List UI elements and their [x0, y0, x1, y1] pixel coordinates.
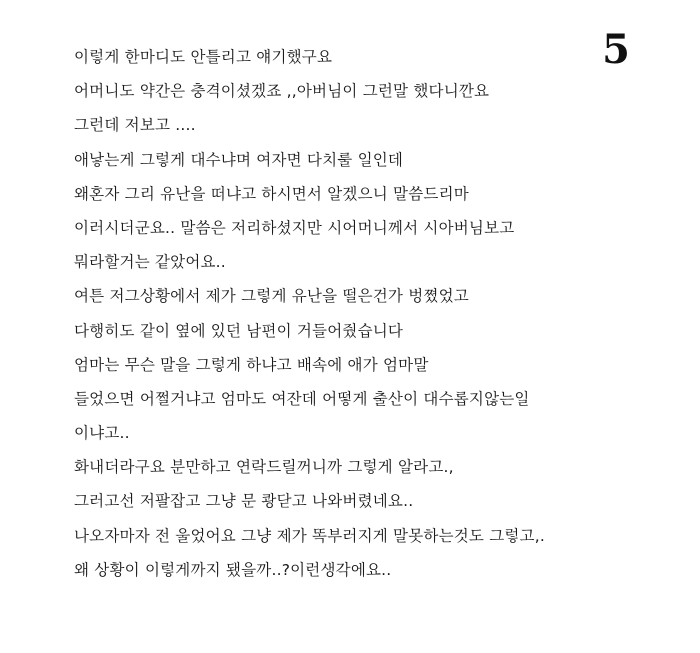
text-line: 엄마는 무슨 말을 그렇게 하냐고 배속에 애가 엄마말	[74, 355, 429, 374]
text-line: 그러고선 저팔잡고 그냥 문 쾅닫고 나와버렸네요..	[74, 492, 414, 511]
text-line: 다행히도 같이 옆에 있던 남편이 거들어줬습니다	[74, 321, 404, 340]
text-line: 이러시더군요.. 말씀은 저리하셨지만 시어머니께서 시아버님보고	[74, 218, 515, 237]
text-line: 이렇게 한마디도 안틀리고 얘기했구요	[74, 48, 333, 66]
text-line: 그런데 저보고 ....	[74, 116, 196, 135]
text-line: 나오자마자 전 울었어요 그냥 제가 똑부러지게 말못하는것도 그렇고,.	[74, 526, 545, 545]
text-line: 왜 상황이 이렇게까지 됐을까..?이런생각에요..	[74, 560, 392, 579]
text-line: 왜혼자 그리 유난을 떠냐고 하시면서 알겠으니 말씀드리마	[74, 184, 469, 203]
text-line: 애낳는게 그렇게 대수냐며 여자면 다치룰 일인데	[74, 150, 404, 169]
story-text	[74, 40, 660, 587]
text-line: 여튼 저그상황에서 제가 그렇게 유난을 떨은건가 벙쪘었고	[74, 287, 469, 306]
text-line: 들었으면 어쩔거냐고 엄마도 여잔데 어떻게 출산이 대수롭지않는일	[74, 389, 530, 408]
page-number: 5	[602, 26, 630, 73]
text-line: 화내더라구요 분만하고 연락드릴꺼니까 그렇게 알라고.,	[74, 458, 454, 477]
text-line: 이냐고..	[74, 424, 130, 443]
text-line: 뭐라할거는 같았어요..	[74, 253, 226, 272]
text-line: 어머니도 약간은 충격이셨겠죠 ,,아버님이 그런말 했다니깐요	[74, 82, 490, 101]
